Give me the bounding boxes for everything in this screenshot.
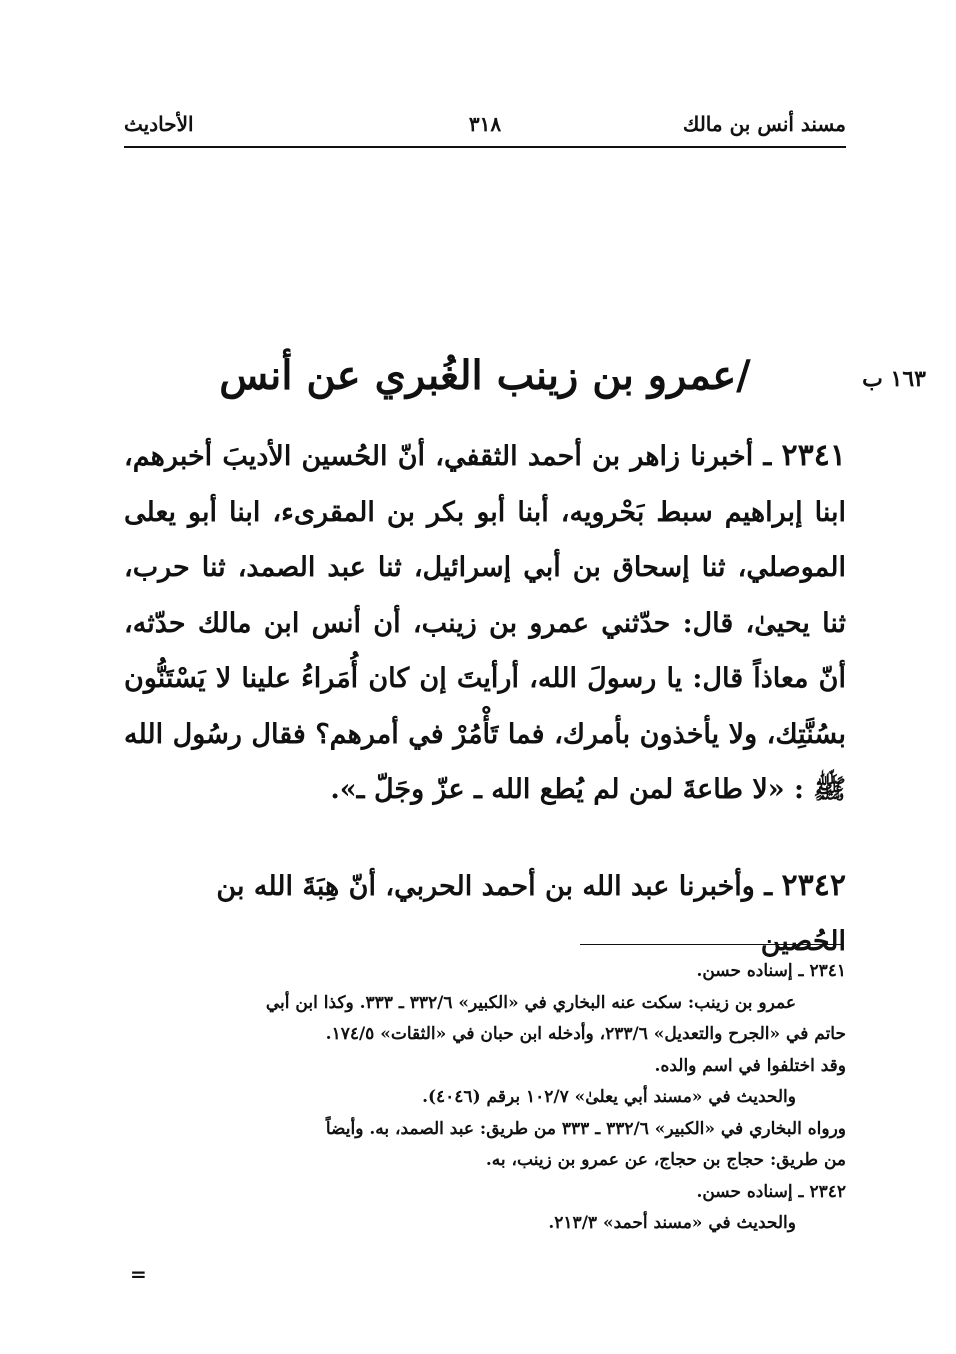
page-header [124, 112, 846, 142]
page-number: ٣١٨ [468, 112, 502, 136]
hadith-text: ـ أخبرنا زاهر بن أحمد الثقفي، أنّ الحُسين الأديبَ أخبرهم، ابنا إبراهيم سبط بَحْرويه، أبنا أبو بكر بن المقرىء، ابنا أبو يعلى الموصلي، ثنا إسحاق بن أبي إسرائيل، ثنا عبد الصمد، ثنا حرب، ثنا يحيىٰ، قال: حدّثني عمرو بن زينب، أن أنس ابن مالك حدّثه، أنّ معاذاً قال: يا رسولَ الله، أرأيتَ إن كان أُمَراءُ علينا لا يَسْتَنُّون بسُنَّتِك، ولا يأخذون بأمرك، فما تَأْمُرْ في أمرهم؟ فقال رسُول الله ﷺ : «لا طاعةَ لمن لم يُطع الله ـ عزّ وجَلّ ـ». [124, 441, 846, 805]
continuation-mark: = [130, 1262, 147, 1286]
footnote-line: والحديث في «مسند أبي يعلىٰ» ١٠٢/٧ برقم (٤٠٤٦). [422, 1087, 796, 1107]
header-rule [124, 146, 846, 148]
footnote-line: حاتم في «الجرح والتعديل» ٢٣٣/٦، وأدخله ابن حبان في «الثقات» ١٧٤/٥. [325, 1024, 846, 1044]
footnote-line: ورواه البخاري في «الكبير» ٣٣٢/٦ ـ ٣٣٣ من طريق: عبد الصمد، به. وأيضاً [325, 1118, 846, 1139]
manuscript-folio-note: ١٦٣ ب [862, 366, 926, 392]
hadith-number: ٢٣٤١ [781, 438, 846, 473]
footnote-line: والحديث في «مسند أحمد» ٢١٣/٣. [548, 1213, 796, 1233]
hadith-text: ـ وأخبرنا عبد الله بن أحمد الحربي، أنّ هِبَةَ الله بن الحُصين [216, 871, 846, 957]
header-section-title: الأحاديث [124, 112, 194, 136]
hadith-2342 [124, 858, 846, 969]
footnotes [124, 956, 846, 1240]
footnote-line: من طريق: حجاج بن حجاج، عن عمرو بن زينب، به. [485, 1150, 846, 1170]
chapter-title: /عمرو بن زينب الغُبري عن أنس [219, 352, 751, 399]
footnote-line: ٢٣٤٢ ـ إسناده حسن. [696, 1181, 846, 1202]
footnote-line: عمرو بن زينب: سكت عنه البخاري في «الكبير» ٣٣٢/٦ ـ ٣٣٣. وكذا ابن أبي [265, 992, 796, 1013]
footnote-line: وقد اختلفوا في اسم والده. [654, 1055, 846, 1076]
hadith-2341 [124, 428, 846, 818]
footnote-rule [580, 944, 842, 945]
hadith-number: ٢٣٤٢ [781, 868, 846, 903]
footnote-line: ٢٣٤١ ـ إسناده حسن. [696, 961, 846, 981]
header-book-title: مسند أنس بن مالك [682, 112, 846, 136]
